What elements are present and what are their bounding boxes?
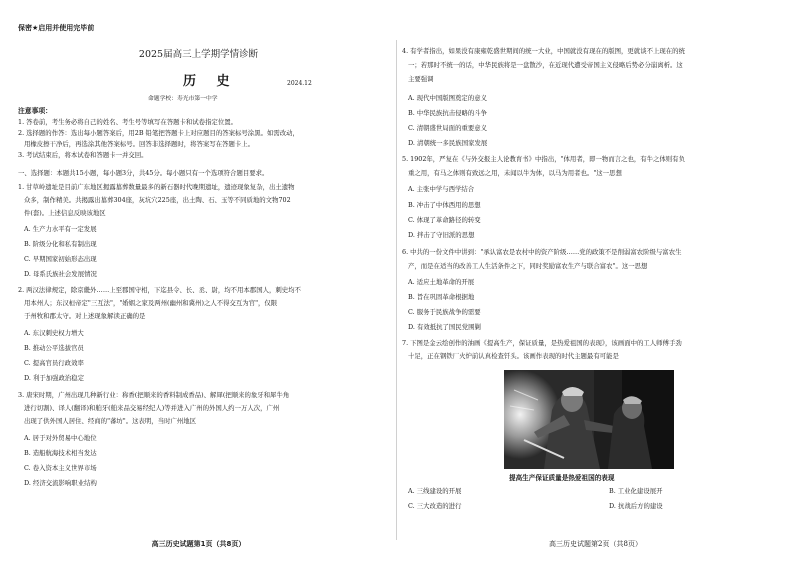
oil-painting-image — [504, 370, 674, 469]
question-1-option-c: C. 早期国家初始形态出现 — [24, 255, 97, 263]
notice-heading: 注意事项： — [18, 107, 52, 115]
question-6-option-b: B. 旨在巩固革命根据地 — [408, 293, 475, 301]
question-1-option-a: A. 生产力水平有一定发展 — [24, 225, 97, 233]
question-4-stem: 一；若那时不统一的话，中华民族将是一盘散沙，在近现代遭受帝国主义侵略后势必分崩离析。这 — [408, 61, 683, 69]
question-7-option-c: C. 三大改造的进行 — [408, 502, 462, 510]
notice-line: 用橡皮擦干净后，再选涂其他答案标号。回答非选择题时，将答案写在答题卡上。 — [24, 140, 255, 148]
question-1-option-d: D. 母系氏族社会发展情况 — [24, 270, 97, 278]
question-5-option-c: C. 体现了革命路径的转变 — [408, 216, 481, 224]
question-1-option-b: B. 阶级分化和私有制出现 — [24, 240, 97, 248]
question-3-stem: 3. 唐宋时期，广州出现几种新行业：称香(把顺来的香料制成香品)、解犀(把顺来的象牙和犀牛角 — [18, 391, 290, 399]
question-3-stem: 出现了供外国人居住、经商的"蕃坊"。这表明，当时广州地区 — [24, 417, 197, 425]
page-2 — [397, 0, 794, 562]
question-3-option-c: C. 卷入资本主义世界市场 — [24, 464, 97, 472]
question-6-stem: 6. 中共的一份文件中讲到："承认富农是农村中的资产阶级……党的政策不是削弱富农阶级与富农生 — [402, 248, 682, 256]
question-2-option-a: A. 东汉刺史权力增大 — [24, 329, 84, 337]
exam-title: 2025届高三上学期学情诊断 — [138, 49, 259, 60]
question-4-stem: 4. 有学者指出，如果没有康雍乾盛世期间的统一大业，中国就没有现在的版图，更就谈不上现在的统 — [402, 47, 685, 55]
question-5-option-d: D. 拌击了守旧派的思想 — [408, 231, 475, 239]
question-4-option-b: B. 中华民族抗击侵略的斗争 — [408, 109, 488, 117]
question-4-option-c: C. 清朝盛世局面的重要意义 — [408, 124, 488, 132]
question-2-stem: 于州牧和郡太守。对上述现象解读正确的是 — [24, 312, 146, 320]
confidential-mark: 保密★启用并使用完毕前 — [18, 24, 95, 32]
question-5-stem: 重之用，有马之体则有致远之用，未闻以牛为体，以马为用者也。"这一思想 — [408, 169, 622, 177]
painting-caption: 提高生产保证质量是热爱祖国的表现 — [509, 474, 615, 482]
question-6-option-c: C. 服务于民族战争的需要 — [408, 308, 481, 316]
question-6-stem: 产，而是在适当的改善工人生活条件之下，同时奖励富农生产与联合富农"。这一思想 — [408, 262, 648, 270]
question-7-stem: 7. 下图是金云绘创作的油画《提高生产，保证质量，是热爱祖国的表现》，该画面中的工人师傅手劲 — [402, 339, 682, 347]
exam-date: 2024.12 — [287, 80, 312, 87]
setting-school: 命题学校：寿光市第一中学 — [148, 96, 218, 102]
page-2-footer: 高三历史试题第2页（共8页） — [549, 540, 642, 548]
notice-line: 2. 选择题的作答：选出每小题答案后，用2B 铅笔把答题卡上对应题目的答案标号涂黑。如需改动， — [18, 129, 299, 137]
page-1-footer: 高三历史试题第1页（共8页） — [151, 540, 246, 548]
question-5-stem: 5. 1902年，严复在《与外交报主人论教育书》中指出，"体用者，即一物而言之也，有牛之体则有负 — [402, 155, 685, 163]
question-7-option-d: D. 抗战后方的建设 — [609, 502, 663, 510]
subject-title: 历 史 — [183, 74, 238, 89]
question-1-stem: 众多，制作精美。共揭露出墓葬304座，灰坑穴225座，出土陶、石、玉等不同质地的文物702 — [24, 196, 291, 204]
question-3-option-d: D. 经济交流影响职业结构 — [24, 479, 97, 487]
question-4-stem: 主要强调 — [408, 75, 434, 83]
question-4-option-d: D. 清朝统一多民族国家发展 — [408, 139, 488, 147]
question-7-option-b: B. 工业化建设展开 — [609, 487, 663, 495]
question-3-stem: 进行切割)、译人(翻译)和舶牙(舶来品交易经纪人)等并进入广州的外国人约一万人次，广州 — [24, 404, 280, 412]
question-6-option-d: D. 有效抵抗了国民党围剿 — [408, 323, 481, 331]
question-2-option-d: D. 利于加强政治稳定 — [24, 374, 85, 382]
notice-line: 1. 答卷前，考生务必将自己的姓名、考生号等填写在答题卡和试卷指定位置。 — [18, 118, 238, 126]
question-2-stem: 2. 两汉法律规定，除京畿外……上至郡国守相，下迄县令、长、丞、尉，均不用本郡国人，刺史均不 — [18, 286, 301, 294]
question-7-stem: 十足，正在钢铁厂火炉前认真检查钎头。该画作表现的时代主题最有可能是 — [408, 352, 619, 360]
question-6-option-a: A. 适应土地革命的开展 — [408, 278, 475, 286]
question-2-stem: 用本州人；东汉桓帝定"三互法"，"婚姻之家及两州(幽州和冀州)之人不得交互为官"，仅限 — [24, 299, 278, 307]
question-2-option-b: B. 推动公平选拔官员 — [24, 344, 84, 352]
section-heading: 一、选择题：本题共15小题，每小题3分，共45分。每小题只有一个选项符合题目要求。 — [18, 169, 269, 177]
question-5-option-a: A. 主张中学与西学结合 — [408, 185, 475, 193]
question-3-option-b: B. 造船航海技术相当发达 — [24, 449, 97, 457]
question-5-option-b: B. 冲击了中体西用的思想 — [408, 201, 481, 209]
question-1-stem: 1. 甘草岭遗址是目前广东地区揭露墓葬数量最多的新石器时代晚期遗址，遗迹现象复杂，出土遗物 — [18, 183, 295, 191]
question-2-option-c: C. 提高官员行政效率 — [24, 359, 84, 367]
question-4-option-a: A. 现代中国版图奠定的意义 — [408, 94, 487, 102]
question-7-option-a: A. 三线建设的开展 — [408, 487, 462, 495]
question-3-option-a: A. 居于对外贸易中心地位 — [24, 434, 97, 442]
question-1-stem: 件(套)。上述信息反映该地区 — [24, 209, 106, 217]
notice-line: 3. 考试结束后，将本试卷和答题卡一并交回。 — [18, 151, 148, 159]
